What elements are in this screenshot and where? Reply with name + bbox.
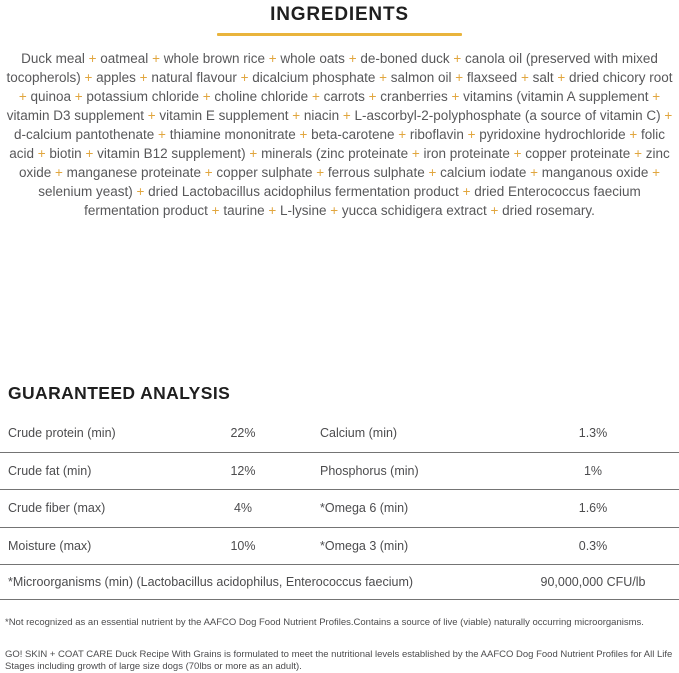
- table-row: [0, 453, 679, 491]
- plus-separator: +: [364, 89, 381, 104]
- ingredient-item: natural flavour: [151, 70, 237, 85]
- ingredient-item: carrots: [323, 89, 365, 104]
- plus-separator: +: [84, 51, 101, 66]
- plus-separator: +: [132, 184, 149, 199]
- nutrient-label: *Microorganisms (min) (Lactobacillus acidophilus, Enterococcus faecium): [8, 575, 414, 589]
- nutrient-label: Calcium (min): [320, 426, 398, 441]
- ingredient-item: L-ascorbyl-2-polyphosphate (a source of vitamin C): [354, 108, 661, 123]
- ingredient-item: zinc oxide: [19, 146, 670, 180]
- table-row-microorganisms: [0, 565, 679, 600]
- ingredients-title: INGREDIENTS: [270, 4, 409, 25]
- nutrient-label: Crude protein (min): [8, 426, 116, 441]
- guaranteed-analysis-table: [0, 415, 679, 600]
- ingredient-item: biotin: [49, 146, 82, 161]
- nutrient-value: 22%: [230, 426, 256, 441]
- ingredient-item: vitamins (vitamin A supplement: [463, 89, 649, 104]
- ingredient-item: niacin: [303, 108, 340, 123]
- plus-separator: +: [408, 146, 424, 161]
- ingredient-item: taurine: [223, 203, 265, 218]
- nutrient-label: Crude fiber (max): [8, 501, 106, 516]
- ingredient-item: ferrous sulphate: [327, 165, 425, 180]
- ingredient-item: iron proteinate: [423, 146, 510, 161]
- ingredient-item: copper sulphate: [216, 165, 313, 180]
- plus-separator: +: [339, 108, 355, 123]
- plus-separator: +: [207, 203, 224, 218]
- footnote-aafco-nutrient: *Not recognized as an essential nutrient by the AAFCO Dog Food Nutrient Profiles.Contains a source of live (viable) naturally occurring microorganisms.: [5, 617, 644, 628]
- plus-separator: +: [245, 146, 262, 161]
- ingredient-item: quinoa: [30, 89, 72, 104]
- nutrient-label: *Omega 3 (min): [320, 538, 409, 553]
- ingredient-item: vitamin D3 supplement: [6, 108, 145, 123]
- plus-separator: +: [198, 89, 215, 104]
- plus-separator: +: [375, 70, 391, 85]
- plus-separator: +: [18, 89, 31, 104]
- ingredient-item: dried rosemary.: [502, 203, 595, 218]
- ingredient-item: thiamine mononitrate: [169, 127, 296, 142]
- nutrient-label: *Omega 6 (min): [320, 501, 409, 516]
- ingredient-item: salt: [532, 70, 554, 85]
- ingredient-item: whole oats: [280, 51, 345, 66]
- ingredient-item: vitamin B12 supplement): [97, 146, 246, 161]
- ingredient-item: riboflavin: [409, 127, 464, 142]
- plus-separator: +: [154, 127, 170, 142]
- plus-separator: +: [648, 89, 661, 104]
- ingredient-item: apples: [96, 70, 136, 85]
- plus-separator: +: [71, 89, 87, 104]
- plus-separator: +: [463, 127, 480, 142]
- plus-separator: +: [447, 89, 464, 104]
- plus-separator: +: [509, 146, 526, 161]
- plus-separator: +: [630, 146, 646, 161]
- guaranteed-analysis-title: GUARANTEED ANALYSIS: [8, 383, 231, 403]
- plus-separator: +: [326, 203, 342, 218]
- ingredient-item: vitamin E supplement: [159, 108, 289, 123]
- plus-separator: +: [80, 70, 97, 85]
- table-row: [0, 528, 679, 566]
- ingredient-item: minerals (zinc proteinate: [261, 146, 409, 161]
- plus-separator: +: [81, 146, 98, 161]
- plus-separator: +: [201, 165, 217, 180]
- plus-separator: +: [458, 184, 475, 199]
- plus-separator: +: [312, 165, 328, 180]
- plus-separator: +: [265, 51, 281, 66]
- ingredient-item: oatmeal: [100, 51, 149, 66]
- ingredient-item: folic acid: [9, 127, 666, 161]
- plus-separator: +: [449, 51, 466, 66]
- ingredient-item: de-boned duck: [360, 51, 450, 66]
- plus-separator: +: [394, 127, 410, 142]
- ingredient-item: manganese proteinate: [66, 165, 202, 180]
- ingredient-item: copper proteinate: [525, 146, 631, 161]
- ingredient-item: L-lysine: [279, 203, 327, 218]
- nutrition-panel: [0, 4, 679, 673]
- plus-separator: +: [517, 70, 533, 85]
- ingredient-item: whole brown rice: [163, 51, 265, 66]
- plus-separator: +: [486, 203, 503, 218]
- plus-separator: +: [295, 127, 312, 142]
- plus-separator: +: [526, 165, 542, 180]
- ingredient-item: cranberries: [380, 89, 448, 104]
- nutrient-value: 1.6%: [578, 501, 608, 516]
- table-row: [0, 490, 679, 528]
- plus-separator: +: [51, 165, 67, 180]
- plus-separator: +: [451, 70, 467, 85]
- nutrient-value: 10%: [230, 538, 256, 553]
- ingredient-item: selenium yeast): [38, 184, 133, 199]
- ingredient-item: dried Lactobacillus acidophilus fermentation product: [148, 184, 459, 199]
- nutrient-value: 0.3%: [578, 538, 608, 553]
- nutrient-value: 90,000,000 CFU/lb: [540, 575, 646, 589]
- ingredient-item: manganous oxide: [541, 165, 649, 180]
- plus-separator: +: [34, 146, 50, 161]
- plus-separator: +: [553, 70, 569, 85]
- nutrient-value: 12%: [230, 463, 256, 478]
- nutrient-value: 1.3%: [578, 426, 608, 441]
- ingredients-paragraph: [5, 49, 674, 220]
- ingredient-item: choline chloride: [214, 89, 309, 104]
- ingredient-item: salmon oil: [390, 70, 452, 85]
- plus-separator: +: [424, 165, 441, 180]
- nutrient-label: Crude fat (min): [8, 463, 92, 478]
- table-row: [0, 415, 679, 453]
- nutrient-value: 1%: [583, 463, 603, 478]
- ingredient-item: potassium chloride: [86, 89, 199, 104]
- nutrient-label: Moisture (max): [8, 538, 92, 553]
- nutrient-value: 4%: [233, 501, 253, 516]
- ingredient-item: canola oil (preserved with mixed tocopherols): [6, 51, 658, 85]
- plus-separator: +: [135, 70, 152, 85]
- ingredient-item: d-calcium pantothenate: [13, 127, 155, 142]
- plus-separator: +: [625, 127, 642, 142]
- ingredient-item: yucca schidigera extract: [341, 203, 487, 218]
- ingredient-item: dried chicory root: [569, 70, 673, 85]
- plus-separator: +: [648, 165, 660, 180]
- plus-separator: +: [308, 89, 324, 104]
- plus-separator: +: [148, 51, 164, 66]
- plus-separator: +: [264, 203, 280, 218]
- ingredient-item: flaxseed: [466, 70, 518, 85]
- ingredient-item: calcium iodate: [440, 165, 527, 180]
- plus-separator: +: [660, 108, 673, 123]
- ingredient-item: pyridoxine hydrochloride: [479, 127, 626, 142]
- title-underline: [217, 33, 462, 36]
- plus-separator: +: [288, 108, 304, 123]
- ingredient-item: dicalcium phosphate: [252, 70, 376, 85]
- ingredient-item: dried Enterococcus faecium fermentation product: [84, 184, 641, 218]
- plus-separator: +: [236, 70, 253, 85]
- ingredient-item: Duck meal: [21, 51, 85, 66]
- plus-separator: +: [344, 51, 361, 66]
- ingredient-item: beta-carotene: [311, 127, 395, 142]
- plus-separator: +: [144, 108, 160, 123]
- nutrient-label: Phosphorus (min): [320, 463, 419, 478]
- footnote-formulation: GO! SKIN + COAT CARE Duck Recipe With Grains is formulated to meet the nutritional levels established by the AAFCO Dog Food Nutrient Profiles for All Life Stages including growth of large size dogs (70lbs or more as an adult).: [5, 648, 673, 672]
